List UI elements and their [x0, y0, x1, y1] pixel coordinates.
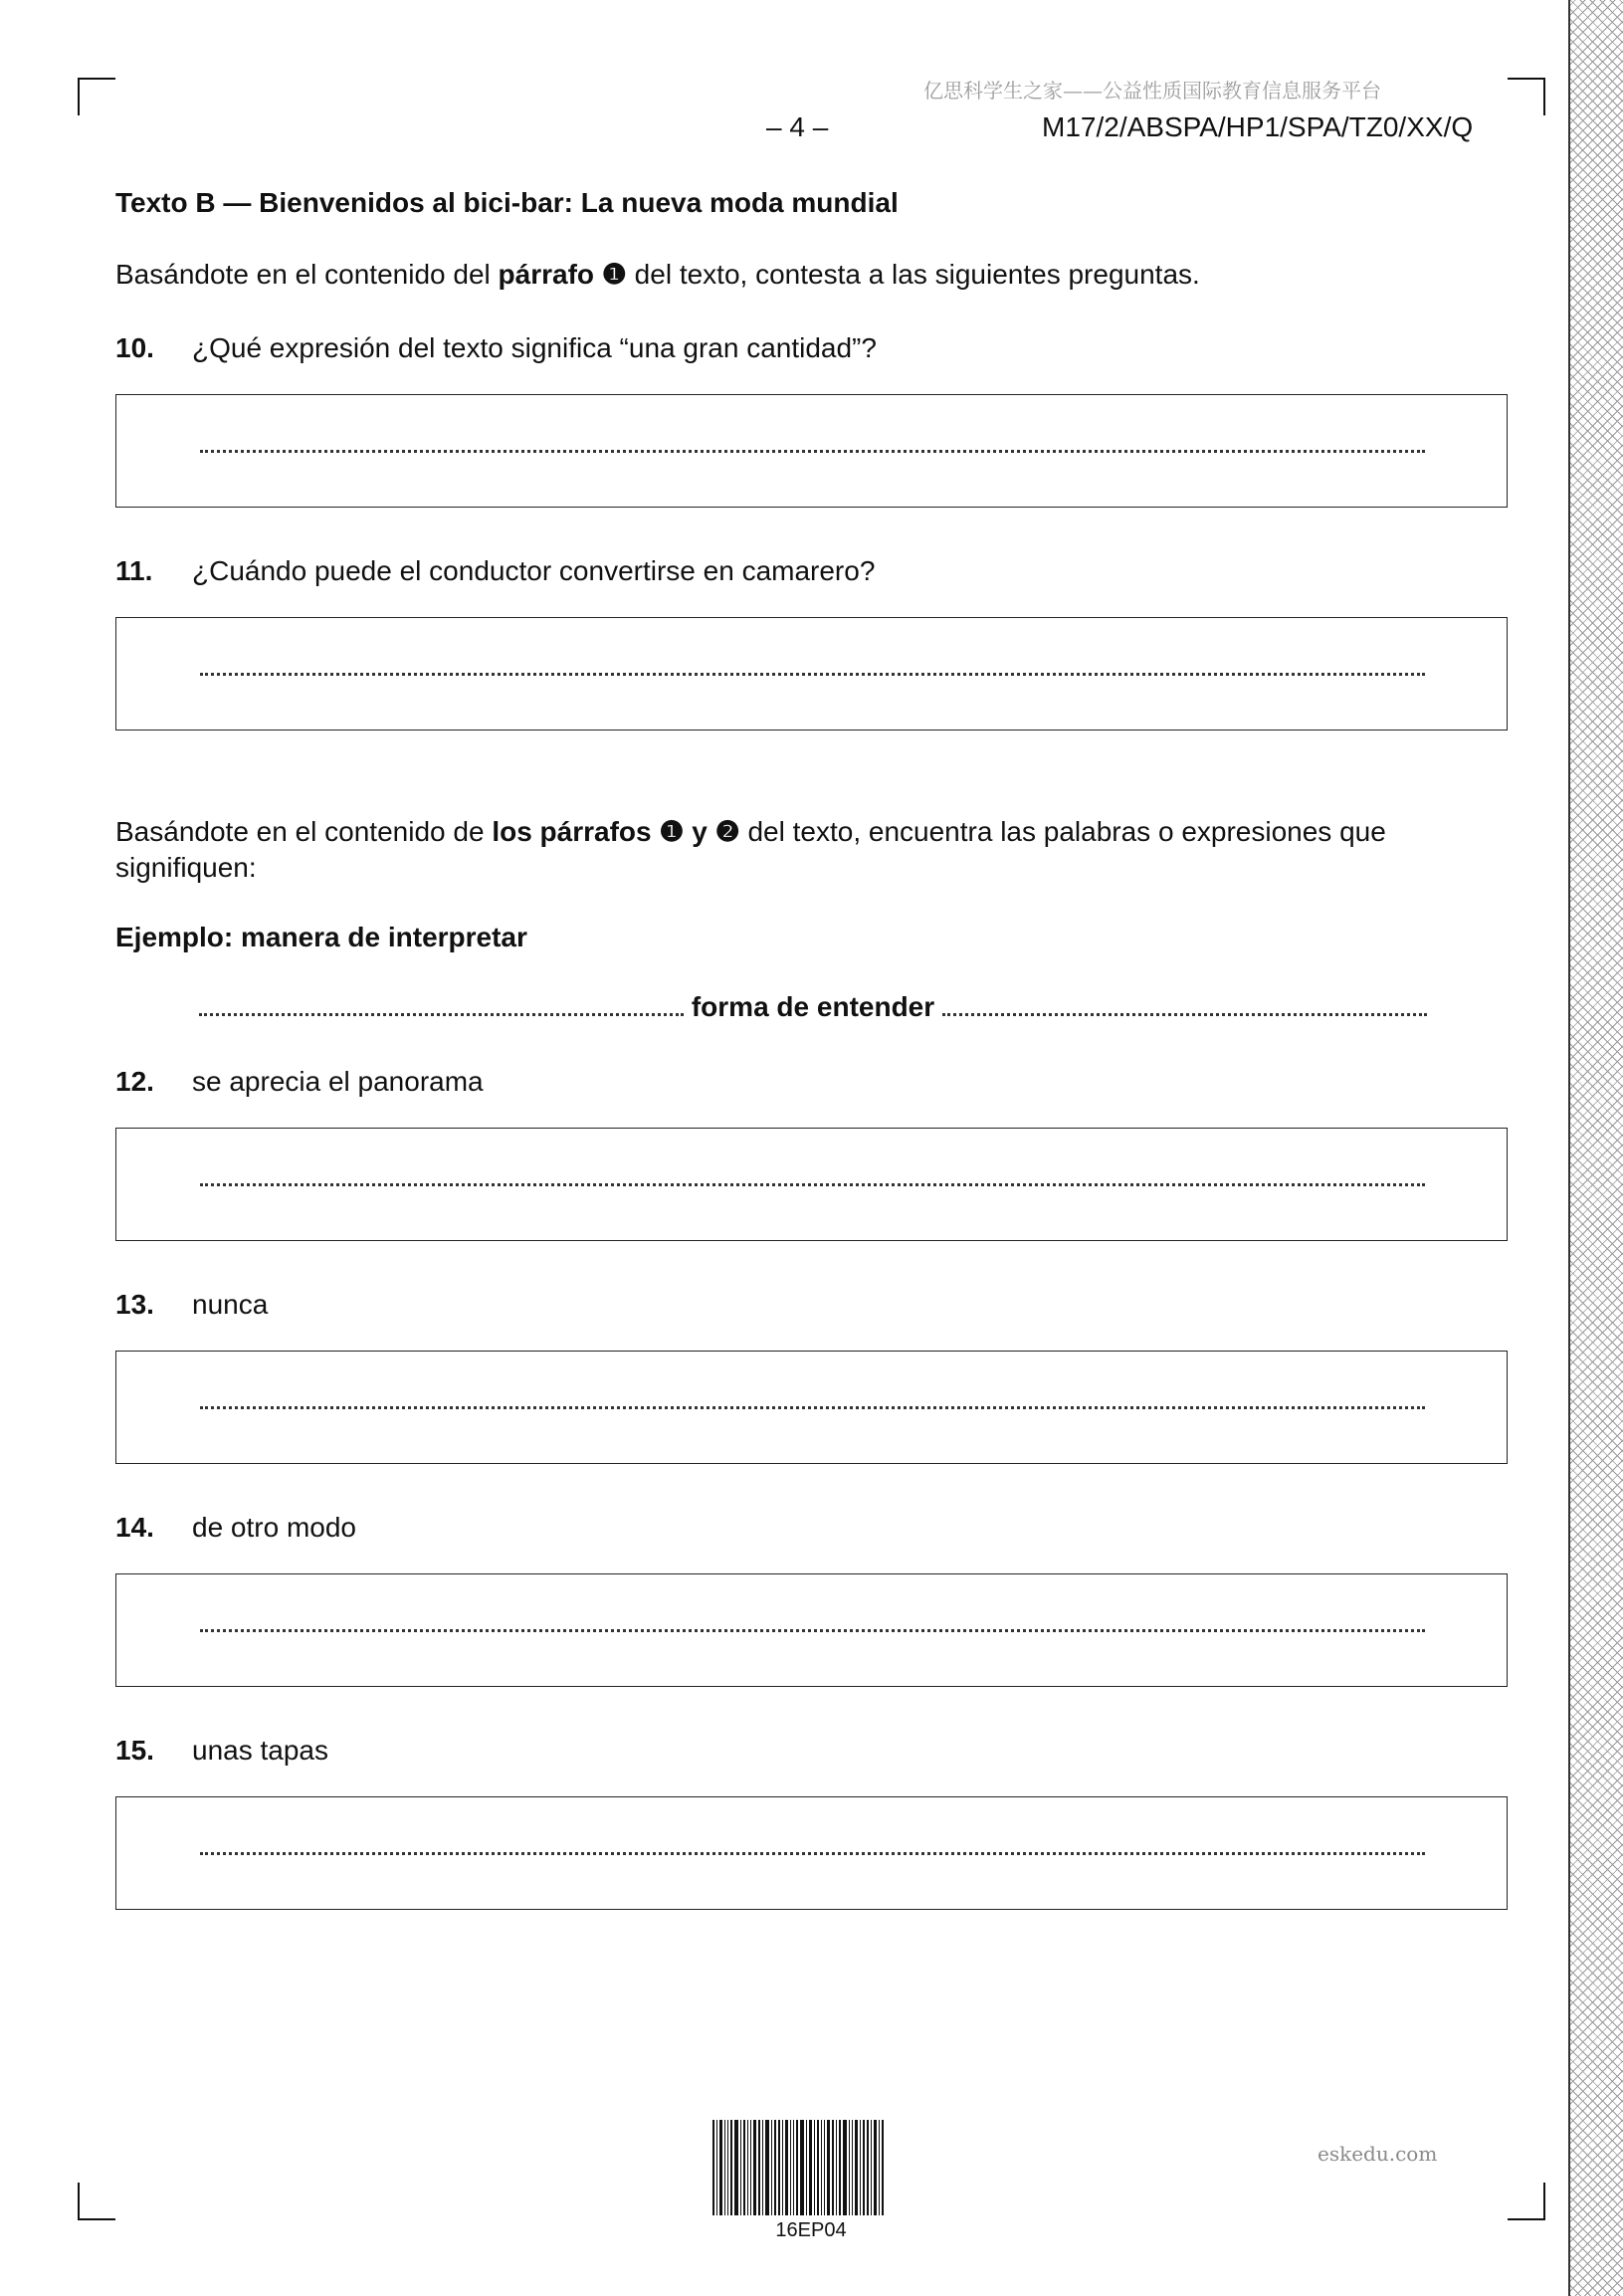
answer-line [200, 450, 1425, 453]
barcode-bar [832, 2120, 834, 2215]
answer-box-q14[interactable] [115, 1573, 1508, 1687]
answer-line [200, 1629, 1425, 1632]
example-answer: forma de entender [691, 991, 935, 1022]
question-number: 13. [115, 1289, 154, 1320]
barcode-bar [740, 2120, 741, 2215]
barcode-bar [874, 2120, 877, 2215]
barcode-bar [774, 2120, 776, 2215]
barcode-bar [712, 2120, 714, 2215]
dotted-leader [942, 1013, 1427, 1016]
barcode-bar [836, 2120, 837, 2215]
barcode-bar [730, 2120, 732, 2215]
instruction-paragraph-1: Basándote en el contenido del párrafo ❶ del texto, contesta a las siguientes preguntas. [115, 259, 1200, 290]
barcode-bar [778, 2120, 780, 2215]
barcode-bar [750, 2120, 751, 2215]
barcode-bar [879, 2120, 880, 2215]
answer-box-q13[interactable] [115, 1351, 1508, 1464]
crop-mark-bottom-left [78, 2183, 115, 2220]
crop-mark-top-right [1508, 78, 1545, 115]
barcode-bar [785, 2120, 788, 2215]
crop-mark-bottom-right [1508, 2183, 1545, 2220]
barcode-bar [814, 2120, 815, 2215]
question-text: de otro modo [192, 1512, 356, 1543]
footer-watermark: eskedu.com [1318, 2142, 1438, 2166]
barcode-bar [849, 2120, 850, 2215]
example-label: Ejemplo: manera de interpretar [115, 922, 527, 952]
answer-line [200, 1852, 1425, 1855]
question-number: 12. [115, 1066, 154, 1097]
barcode-bar [747, 2120, 748, 2215]
crop-mark-top-left [78, 78, 115, 115]
barcode-bar [758, 2120, 760, 2215]
barcode-text: 16EP04 [775, 2219, 847, 2241]
question-number: 10. [115, 332, 154, 363]
answer-box-q11[interactable] [115, 617, 1508, 731]
answer-box-q15[interactable] [115, 1796, 1508, 1910]
question-text: ¿Cuándo puede el conductor convertirse en camarero? [192, 555, 876, 586]
example-answer-line [199, 991, 1427, 1023]
barcode-bar [734, 2120, 738, 2215]
barcode-bar [821, 2120, 822, 2215]
header-watermark: 亿思科学生之家——公益性质国际教育信息服务平台 [923, 79, 1381, 103]
barcode-bar [827, 2120, 830, 2215]
instruction-paragraph-2: Basándote en el contenido de los párrafos ❶ y ❷ del texto, encuentra las palabras o expresiones que signifiquen: [115, 816, 1386, 883]
barcode [712, 2120, 910, 2215]
question-number: 15. [115, 1735, 154, 1766]
barcode-bar [724, 2120, 725, 2215]
question-text: nunca [192, 1289, 269, 1320]
barcode-bar [843, 2120, 847, 2215]
barcode-bar [790, 2120, 791, 2215]
barcode-bar [824, 2120, 825, 2215]
barcode-bar [863, 2120, 865, 2215]
barcode-bar [806, 2120, 807, 2215]
barcode-bar [719, 2120, 722, 2215]
barcode-bar [762, 2120, 763, 2215]
dotted-leader [199, 1013, 684, 1016]
question-text: se aprecia el panorama [192, 1066, 484, 1097]
barcode-bar [852, 2120, 853, 2215]
barcode-bar [771, 2120, 772, 2215]
question-number: 11. [115, 555, 153, 586]
page-number: – 4 – [766, 111, 829, 142]
barcode-bar [753, 2120, 756, 2215]
answer-line [200, 673, 1425, 676]
barcode-bar [765, 2120, 769, 2215]
barcode-bar [800, 2120, 804, 2215]
question-number: 14. [115, 1512, 154, 1543]
document-code: M17/2/ABSPA/HP1/SPA/TZ0/XX/Q [1042, 111, 1474, 142]
answer-box-q10[interactable] [115, 394, 1508, 508]
section-title: Texto B — Bienvenidos al bici-bar: La nueva moda mundial [115, 187, 899, 218]
barcode-bar [860, 2120, 861, 2215]
side-pattern-strip [1568, 0, 1623, 2296]
barcode-bar [793, 2120, 794, 2215]
question-text: unas tapas [192, 1735, 328, 1766]
barcode-bar [839, 2120, 841, 2215]
barcode-bar [871, 2120, 872, 2215]
barcode-bar [782, 2120, 783, 2215]
barcode-bar [743, 2120, 745, 2215]
barcode-bar [809, 2120, 812, 2215]
barcode-bar [882, 2120, 884, 2215]
barcode-bar [727, 2120, 728, 2215]
barcode-bar [855, 2120, 858, 2215]
barcode-bar [716, 2120, 717, 2215]
answer-line [200, 1183, 1425, 1186]
answer-box-q12[interactable] [115, 1128, 1508, 1241]
barcode-bar [817, 2120, 819, 2215]
barcode-bar [796, 2120, 798, 2215]
barcode-bar [867, 2120, 869, 2215]
question-text: ¿Qué expresión del texto significa “una gran cantidad”? [192, 332, 877, 363]
answer-line [200, 1406, 1425, 1409]
